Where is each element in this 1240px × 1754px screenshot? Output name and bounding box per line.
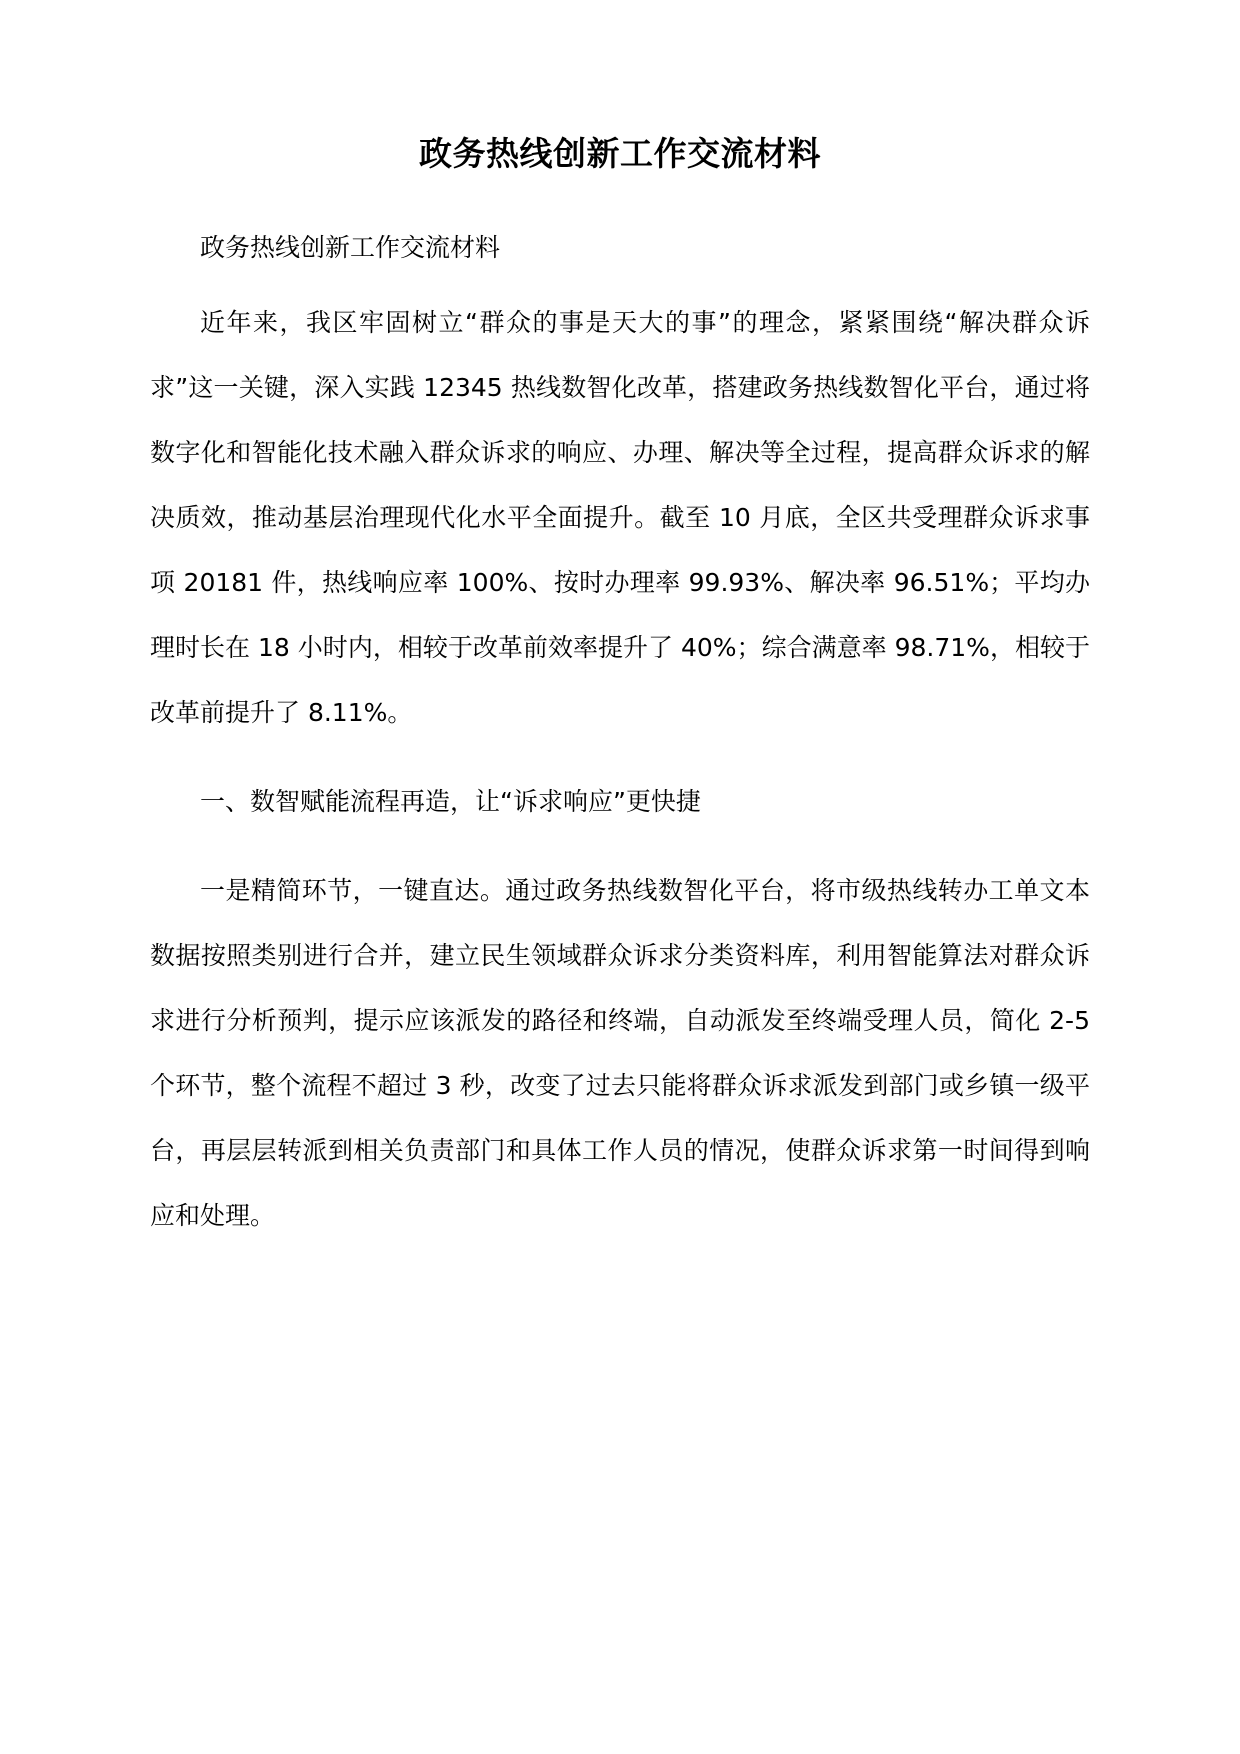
- document-title: 政务热线创新工作交流材料: [419, 134, 821, 173]
- document-subtitle: 政务热线创新工作交流材料: [200, 232, 501, 262]
- section-one-paragraph-one: 一是精简环节，一键直达。通过政务热线数智化平台，将市级热线转办工单文本数据按照类别进行合并，建立民生领域群众诉求分类资料库，利用智能算法对群众诉求进行分析预判，提示应该派发的路径和终端，自动派发至终端受理人员，简化 2-5 个环节，整个流程不超过 3 秒，改变了过去只能将群众诉求派发到部门或乡镇一级平台，再层层转派到相关负责部门和具体工作人员的情况，使群众诉求第一时间得到响应和处理。: [150, 876, 1090, 1231]
- intro-paragraph: 近年来，我区牢固树立“群众的事是天大的事”的理念，紧紧围绕“解决群众诉求”这一关键，深入实践 12345 热线数智化改革，搭建政务热线数智化平台，通过将数字化和智能化技术融入群众诉求的响应、办理、解决等全过程，提高群众诉求的解决质效，推动基层治理现代化水平全面提升。截至 10 月底，全区共受理群众诉求事项 20181 件，热线响应率 100%、按时办理率 99.93%、解决率 96.51%；平均办理时长在 18 小时内，相较于改革前效率提升了 40%；综合满意率 98.71%，相较于改革前提升了 8.11%。: [150, 308, 1090, 728]
- section-heading-one: 一、数智赋能流程再造，让“诉求响应”更快捷: [200, 787, 701, 817]
